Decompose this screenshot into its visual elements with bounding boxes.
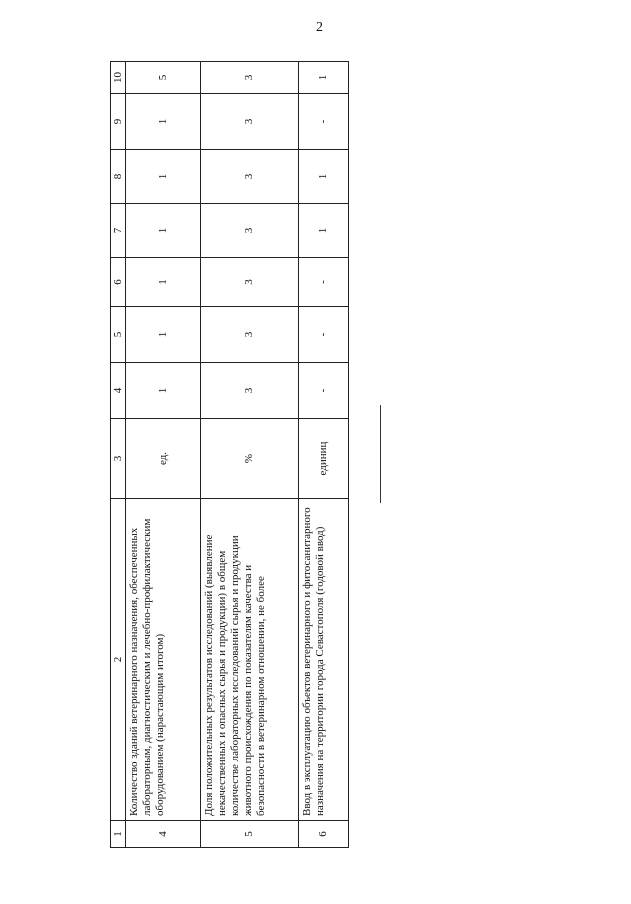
row-value: 1 <box>126 150 201 204</box>
row-value: 3 <box>201 150 299 204</box>
rotated-table-container <box>110 62 347 848</box>
row-unit: единиц <box>299 419 349 499</box>
header-col-6: 6 <box>111 258 126 307</box>
row-value: 3 <box>201 258 299 307</box>
row-value: 1 <box>126 204 201 258</box>
row-value: - <box>299 258 349 307</box>
table-row <box>201 62 299 848</box>
row-number: 6 <box>299 821 349 848</box>
page-number: 2 <box>316 20 323 35</box>
row-unit: % <box>201 419 299 499</box>
row-unit: ед. <box>126 419 201 499</box>
row-value: - <box>299 363 349 419</box>
row-value: 1 <box>126 363 201 419</box>
row-value: 1 <box>126 307 201 363</box>
header-col-9: 9 <box>111 94 126 150</box>
row-value: 1 <box>299 62 349 94</box>
row-value: 1 <box>126 94 201 150</box>
header-col-5: 5 <box>111 307 126 363</box>
row-number: 4 <box>126 821 201 848</box>
row-value: 1 <box>299 150 349 204</box>
row-description: Количество зданий ветеринарного назначения, обеспеченных лабораторным, диагностическим и лечебно-профилактическим оборудованием (нарастающим итогом) <box>126 499 201 821</box>
header-col-4: 4 <box>111 363 126 419</box>
header-col-8: 8 <box>111 150 126 204</box>
row-value: 5 <box>126 62 201 94</box>
row-value: 1 <box>299 204 349 258</box>
indicators-table <box>110 61 349 848</box>
row-number: 5 <box>201 821 299 848</box>
row-value: 3 <box>201 62 299 94</box>
row-value: 1 <box>126 258 201 307</box>
header-col-7: 7 <box>111 204 126 258</box>
row-value: 3 <box>201 204 299 258</box>
row-value: 3 <box>201 94 299 150</box>
row-value: 3 <box>201 307 299 363</box>
row-description: Доля положительных результатов исследований (выявление некачественных и опасных сырья и продукции) в общем количестве лабораторных исследований сырья и продукции животного происхождения по показателям качества и безопасности в ветеринарном отношении, не более <box>201 499 299 821</box>
header-col-2: 2 <box>111 499 126 821</box>
separator-line <box>380 405 381 503</box>
table-row <box>126 62 201 848</box>
header-col-3: 3 <box>111 419 126 499</box>
header-row <box>111 62 126 848</box>
row-description: Ввод в эксплуатацию объектов ветеринарного и фитосанитарного назначения на территории города Севастополя (годовой ввод) <box>299 499 349 821</box>
row-value: - <box>299 94 349 150</box>
header-col-1: 1 <box>111 821 126 848</box>
row-value: 3 <box>201 363 299 419</box>
row-value: - <box>299 307 349 363</box>
header-col-10: 10 <box>111 62 126 94</box>
table-row <box>299 62 349 848</box>
